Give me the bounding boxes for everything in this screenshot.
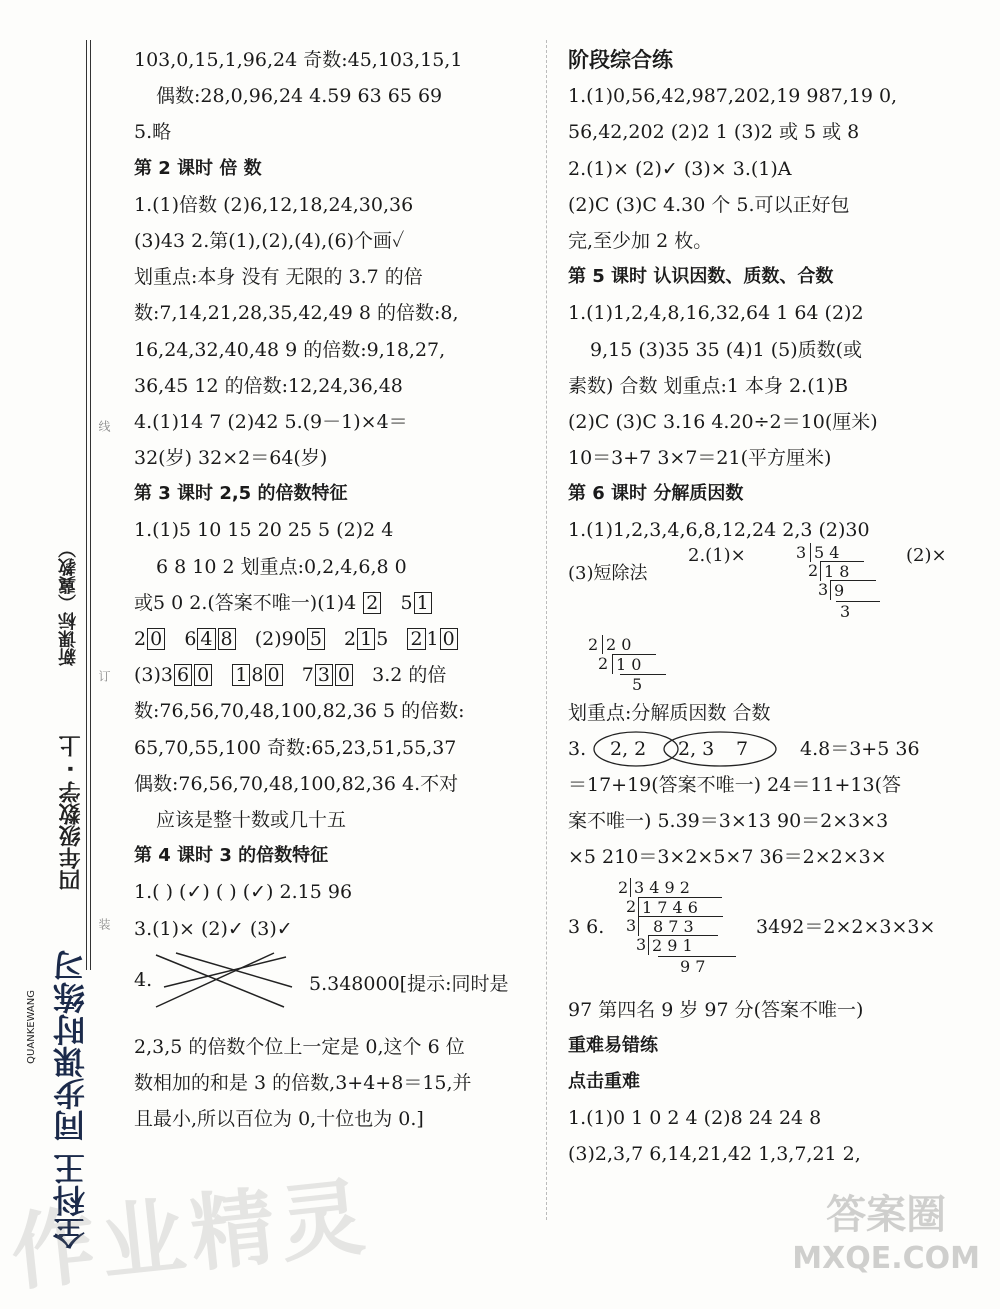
answer-line: 偶数:76,56,70,48,100,82,36 4.不对: [134, 772, 459, 795]
answer-line: 1.(1)0,56,42,987,202,19 987,19 0,: [568, 85, 898, 108]
venn-row: [568, 731, 978, 767]
right-column: [568, 42, 978, 1173]
short-division-row: [568, 876, 978, 992]
answer-line: 9,15 (3)35 35 (4)1 (5)质数(或: [590, 338, 863, 361]
digit-box: 3: [315, 664, 333, 686]
answer-text: 或5 0 2.(答案不唯一)(1)4: [134, 591, 357, 614]
matching-figure-row: [134, 947, 534, 1019]
lesson-heading: 第 6 课时 分解质因数: [568, 483, 744, 505]
answer-text: (2)90: [254, 628, 306, 650]
answer-line: 36,45 12 的倍数:12,24,36,48: [134, 374, 403, 397]
answer-line: ×5 210＝3×2×5×7 36＝2×2×3×: [568, 846, 887, 869]
answer-line: 2,3,5 的倍数个位上一定是 0,这个 6 位: [134, 1035, 465, 1058]
divisor: 2: [618, 877, 629, 897]
answer-text: 4.: [134, 968, 153, 991]
answer-text: 6: [184, 628, 197, 650]
quotient: 9 7: [658, 956, 736, 976]
divisor: 3: [626, 915, 637, 935]
book-title: 四年级数学 · 上: [59, 735, 84, 891]
answer-line: 5.略: [134, 121, 172, 144]
quotient: 3: [836, 601, 880, 621]
venn-overlap: 2, 3: [678, 737, 715, 760]
quotient: 1 8: [820, 561, 864, 581]
lesson-heading: 第 2 课时 倍 数: [134, 157, 262, 179]
dividend: 5 4: [810, 543, 839, 562]
quotient: 1 0: [612, 654, 656, 674]
answer-line: 6 8 10 2 划重点:0,2,4,6,8 0: [156, 555, 407, 578]
cut-mark: 订: [97, 670, 111, 682]
answer-line: 4.(1)14 7 (2)42 5.(9－1)×4＝: [134, 410, 408, 433]
answer-text: (3)3: [134, 664, 174, 687]
answer-line: 数:76,56,70,48,100,82,36 5 的倍数:: [134, 700, 465, 723]
digit-box: 6: [174, 664, 192, 686]
watermark-logo: [792, 1193, 980, 1281]
matching-lines-figure: [154, 947, 294, 1019]
venn-diagram: [590, 731, 780, 767]
spine-rule: [90, 40, 91, 970]
answer-line: 1.(1)5 10 15 20 25 5 (2)2 4: [134, 519, 394, 542]
quotient: 9: [830, 580, 876, 600]
answer-line: 3.(1)× (2)✓ (3)✓: [134, 917, 293, 940]
quotient: 2 9 1: [648, 935, 718, 955]
answer-line: 2.(1)× (2)✓ (3)× 3.(1)A: [568, 157, 792, 180]
answer-line: 10＝3+7 3×7＝21(平方厘米): [568, 447, 832, 470]
answer-line: 16,24,32,40,48 9 的倍数:9,18,27,: [134, 338, 446, 361]
digit-box: 8: [218, 628, 236, 650]
subsection-heading: 点击重难: [568, 1070, 640, 1092]
digit-box: 4: [197, 628, 215, 650]
answer-text: (2)×: [906, 544, 947, 566]
answer-line: (3)2,3,7 6,14,21,42 1,3,7,21 2,: [568, 1143, 861, 1166]
digit-box: 0: [147, 628, 165, 650]
venn-right: 7: [736, 737, 749, 760]
watermark-url: MXQE.COM: [792, 1241, 980, 1276]
answer-line: (2)C (3)C 4.30 个 5.可以正好包: [568, 193, 850, 216]
digit-box: 0: [335, 664, 353, 686]
answer-line: 完,至少加 2 枚。: [568, 229, 713, 252]
answer-line: (2)C (3)C 3.16 4.20÷2＝10(厘米): [568, 410, 878, 433]
column-divider: [546, 40, 548, 1220]
answer-text: 3.: [568, 737, 587, 760]
section-title: 阶段综合练: [568, 48, 673, 72]
divisor: 2: [588, 634, 599, 654]
answer-line: 1.(1)1,2,3,4,6,8,12,24 2,3 (2)30: [568, 519, 870, 542]
short-division-3492: [618, 876, 738, 992]
answer-text: 5.348000[提示:同时是: [309, 972, 509, 995]
divisor: 2: [808, 560, 819, 580]
brand-pinyin: QUANKEWANG: [26, 990, 37, 1064]
answer-line: 且最小,所以百位为 0,十位也为 0.]: [134, 1108, 424, 1131]
answer-text: 8: [251, 664, 264, 687]
divisor: 3: [636, 934, 647, 954]
section-heading: 重难易错练: [568, 1034, 658, 1056]
cut-mark: 装: [97, 918, 111, 930]
answer-text: 7: [301, 664, 314, 687]
cut-mark: 线: [97, 420, 111, 432]
answer-text: 3 6.: [568, 915, 605, 938]
answer-line: 划重点:本身 没有 无限的 3.7 的倍: [134, 266, 423, 289]
answer-text: 5: [400, 591, 413, 614]
answer-line: 1.(1)倍数 (2)6,12,18,24,30,36: [134, 193, 414, 216]
answer-line: ＝17+19(答案不唯一) 24＝11+13(答: [568, 774, 902, 796]
divisor: 3: [818, 579, 829, 599]
binding-spine: [0, 0, 118, 1309]
answer-text: 4.8＝3+5 36: [800, 737, 920, 760]
matching-line: [156, 953, 274, 1007]
answer-line: 103,0,15,1,96,24 奇数:45,103,15,1: [134, 49, 463, 71]
divisor: 2: [598, 653, 609, 673]
answer-line: 素数) 合数 划重点:1 本身 2.(1)B: [568, 374, 849, 397]
digit-box: 1: [357, 628, 375, 650]
lesson-heading: 第 5 课时 认识因数、质数、合数: [568, 266, 834, 288]
digit-box: 1: [414, 592, 432, 614]
answer-line: 数:7,14,21,28,35,42,49 8 的倍数:8,: [134, 302, 459, 325]
answer-line: 划重点:分解质因数 合数: [568, 701, 771, 724]
answer-line: 97 第四名 9 岁 97 分(答案不唯一): [568, 998, 864, 1021]
digit-box: 5: [307, 628, 325, 650]
answer-text: 2: [134, 628, 147, 650]
answer-line: 65,70,55,100 奇数:65,23,51,55,37: [134, 736, 457, 759]
quotient: 5: [620, 674, 666, 694]
answer-line: 1.(1)1,2,4,8,16,32,64 1 64 (2)2: [568, 302, 864, 325]
answer-line: 56,42,202 (2)2 1 (3)2 或 5 或 8: [568, 121, 860, 144]
answer-line: 32(岁) 32×2＝64(岁): [134, 447, 328, 470]
digit-box: 0: [194, 664, 212, 686]
watermark: 作业精灵: [6, 1166, 375, 1303]
answer-line: [134, 585, 534, 621]
answer-line: [134, 621, 534, 657]
short-division-20: [568, 631, 978, 695]
dividend: 3 4 9 2: [630, 878, 690, 897]
answer-line: 数相加的和是 3 的倍数,3+4+8＝15,并: [134, 1071, 472, 1094]
answer-line: (3)43 2.第(1),(2),(4),(6)个画✓: [134, 229, 405, 252]
answer-line: 偶数:28,0,96,24 4.59 63 65 69: [156, 85, 443, 108]
divisor: 2: [626, 896, 637, 916]
digit-box: 2: [363, 592, 381, 614]
divisor: 3: [796, 542, 807, 562]
answer-line: 1.(1)0 1 0 2 4 (2)8 24 24 8: [568, 1107, 822, 1130]
digit-box: 0: [265, 664, 283, 686]
left-column: [134, 42, 534, 1137]
lesson-heading: 第 4 课时 3 的倍数特征: [134, 845, 329, 867]
watermark-text: 答案圈: [826, 1192, 947, 1238]
edition-label: 新课标（冀教）: [58, 540, 79, 666]
short-division-row: [568, 542, 978, 631]
dividend: 2 0: [602, 635, 631, 654]
answer-text: 3.2 的倍: [372, 664, 447, 687]
lesson-heading: 第 3 课时 2,5 的倍数特征: [134, 483, 348, 505]
answer-text: 5: [376, 628, 389, 650]
answer-text: 3492＝2×2×3×3×: [756, 915, 936, 938]
digit-box: 2: [407, 628, 425, 650]
answer-text: 1: [426, 628, 439, 650]
quotient: 8 7 3: [638, 916, 723, 936]
answer-line: 1.( ) (✓) ( ) (✓) 2.15 96: [134, 881, 353, 904]
quotient: 1 7 4 6: [638, 897, 722, 917]
short-division-54: [796, 543, 886, 625]
brand-logo: 全科王 同步课时练习: [52, 950, 90, 1250]
answer-line: [134, 657, 534, 693]
answer-line: 案不唯一) 5.39＝3×13 90＝2×3×3: [568, 810, 889, 833]
answer-text: 2: [344, 628, 357, 650]
digit-box: 1: [232, 664, 250, 686]
answer-line: 应该是整十数或几十五: [156, 808, 347, 831]
digit-box: 0: [440, 628, 458, 650]
answer-text: (3)短除法: [568, 562, 648, 584]
answer-text: 2.(1)×: [688, 544, 746, 566]
venn-left: 2, 2: [610, 737, 647, 760]
